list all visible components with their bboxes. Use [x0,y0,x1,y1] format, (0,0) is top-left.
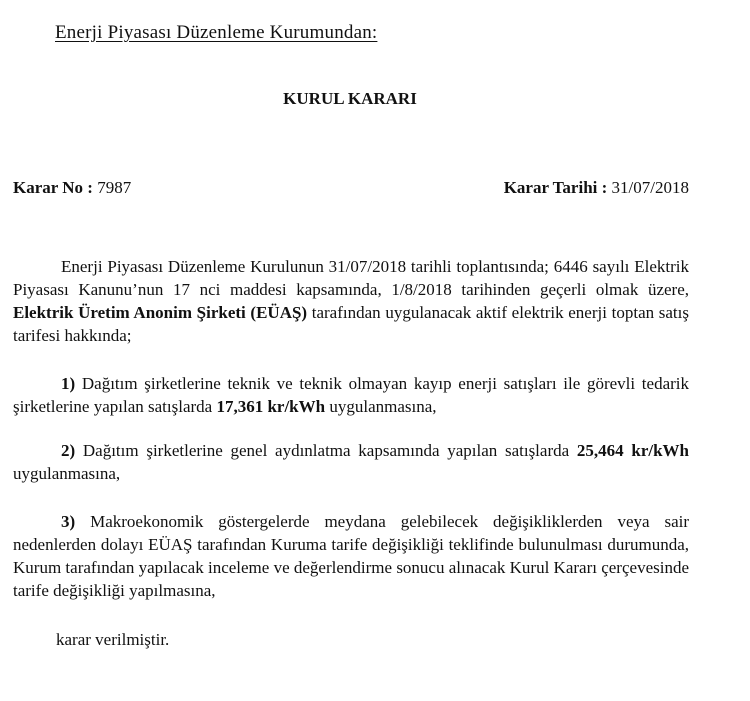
decision-number-value: 7987 [97,178,132,197]
item-1-text-after: uygulanmasına, [325,397,437,416]
item-2-text-after: uygulanmasına, [13,464,121,483]
item-2-text-before: Dağıtım şirketlerine genel aydınlatma kapsamında yapılan satışlarda [75,441,577,460]
intro-text-after: tarafından uygulanacak aktif elektrik enerji toptan satış tarifesi hakkında; [13,303,689,345]
decision-date [504,178,689,198]
intro-paragraph [13,255,689,347]
item-1-number: 1) [61,374,76,393]
item-1-price: 17,361 kr/kWh [216,397,326,416]
item-2-price: 25,464 kr/kWh [576,441,689,460]
decision-date-value: 31/07/2018 [611,178,689,197]
item-2-number: 2) [61,441,76,460]
item-3-text: Makroekonomik göstergelerde meydana gelebilecek değişikliklerden veya sair nedenlerden dolayı EÜAŞ tarafından Kuruma tarife değişikliği teklifinde bulunulması durumunda, Kurum tarafından yapılacak inceleme ve değerlendirme sonucu alınacak Kurul Kararı çerçevesinde tarife değişikliği yapılmasına, [13,512,689,600]
closing-statement: karar verilmiştir. [56,630,170,649]
company-name: Elektrik Üretim Anonim Şirketi (EÜAŞ) [13,303,308,322]
intro-text-before: Enerji Piyasası Düzenleme Kurulunun 31/07/2018 tarihli toplantısında; 6446 sayılı Elektrik Piyasası Kanunu’nun 17 nci maddesi kapsamında, 1/8/2018 tarihinden geçerli olmak üzere, [13,257,689,299]
decision-meta-row [13,178,689,198]
decision-item-1 [13,372,689,418]
document-title: KURUL KARARI [283,89,417,108]
decision-date-label: Karar Tarihi : [503,178,608,197]
decision-number [13,178,131,198]
item-1-text-before: Dağıtım şirketlerine teknik ve teknik olmayan kayıp enerji satışları ile görevli tedarik şirketlerine yapılan satışlarda [13,374,689,416]
decision-item-2 [13,439,689,485]
decision-number-label: Karar No : [13,178,93,197]
issuing-authority: Enerji Piyasası Düzenleme Kurumundan: [55,22,378,43]
item-3-number: 3) [61,512,76,531]
decision-item-3 [13,510,689,602]
